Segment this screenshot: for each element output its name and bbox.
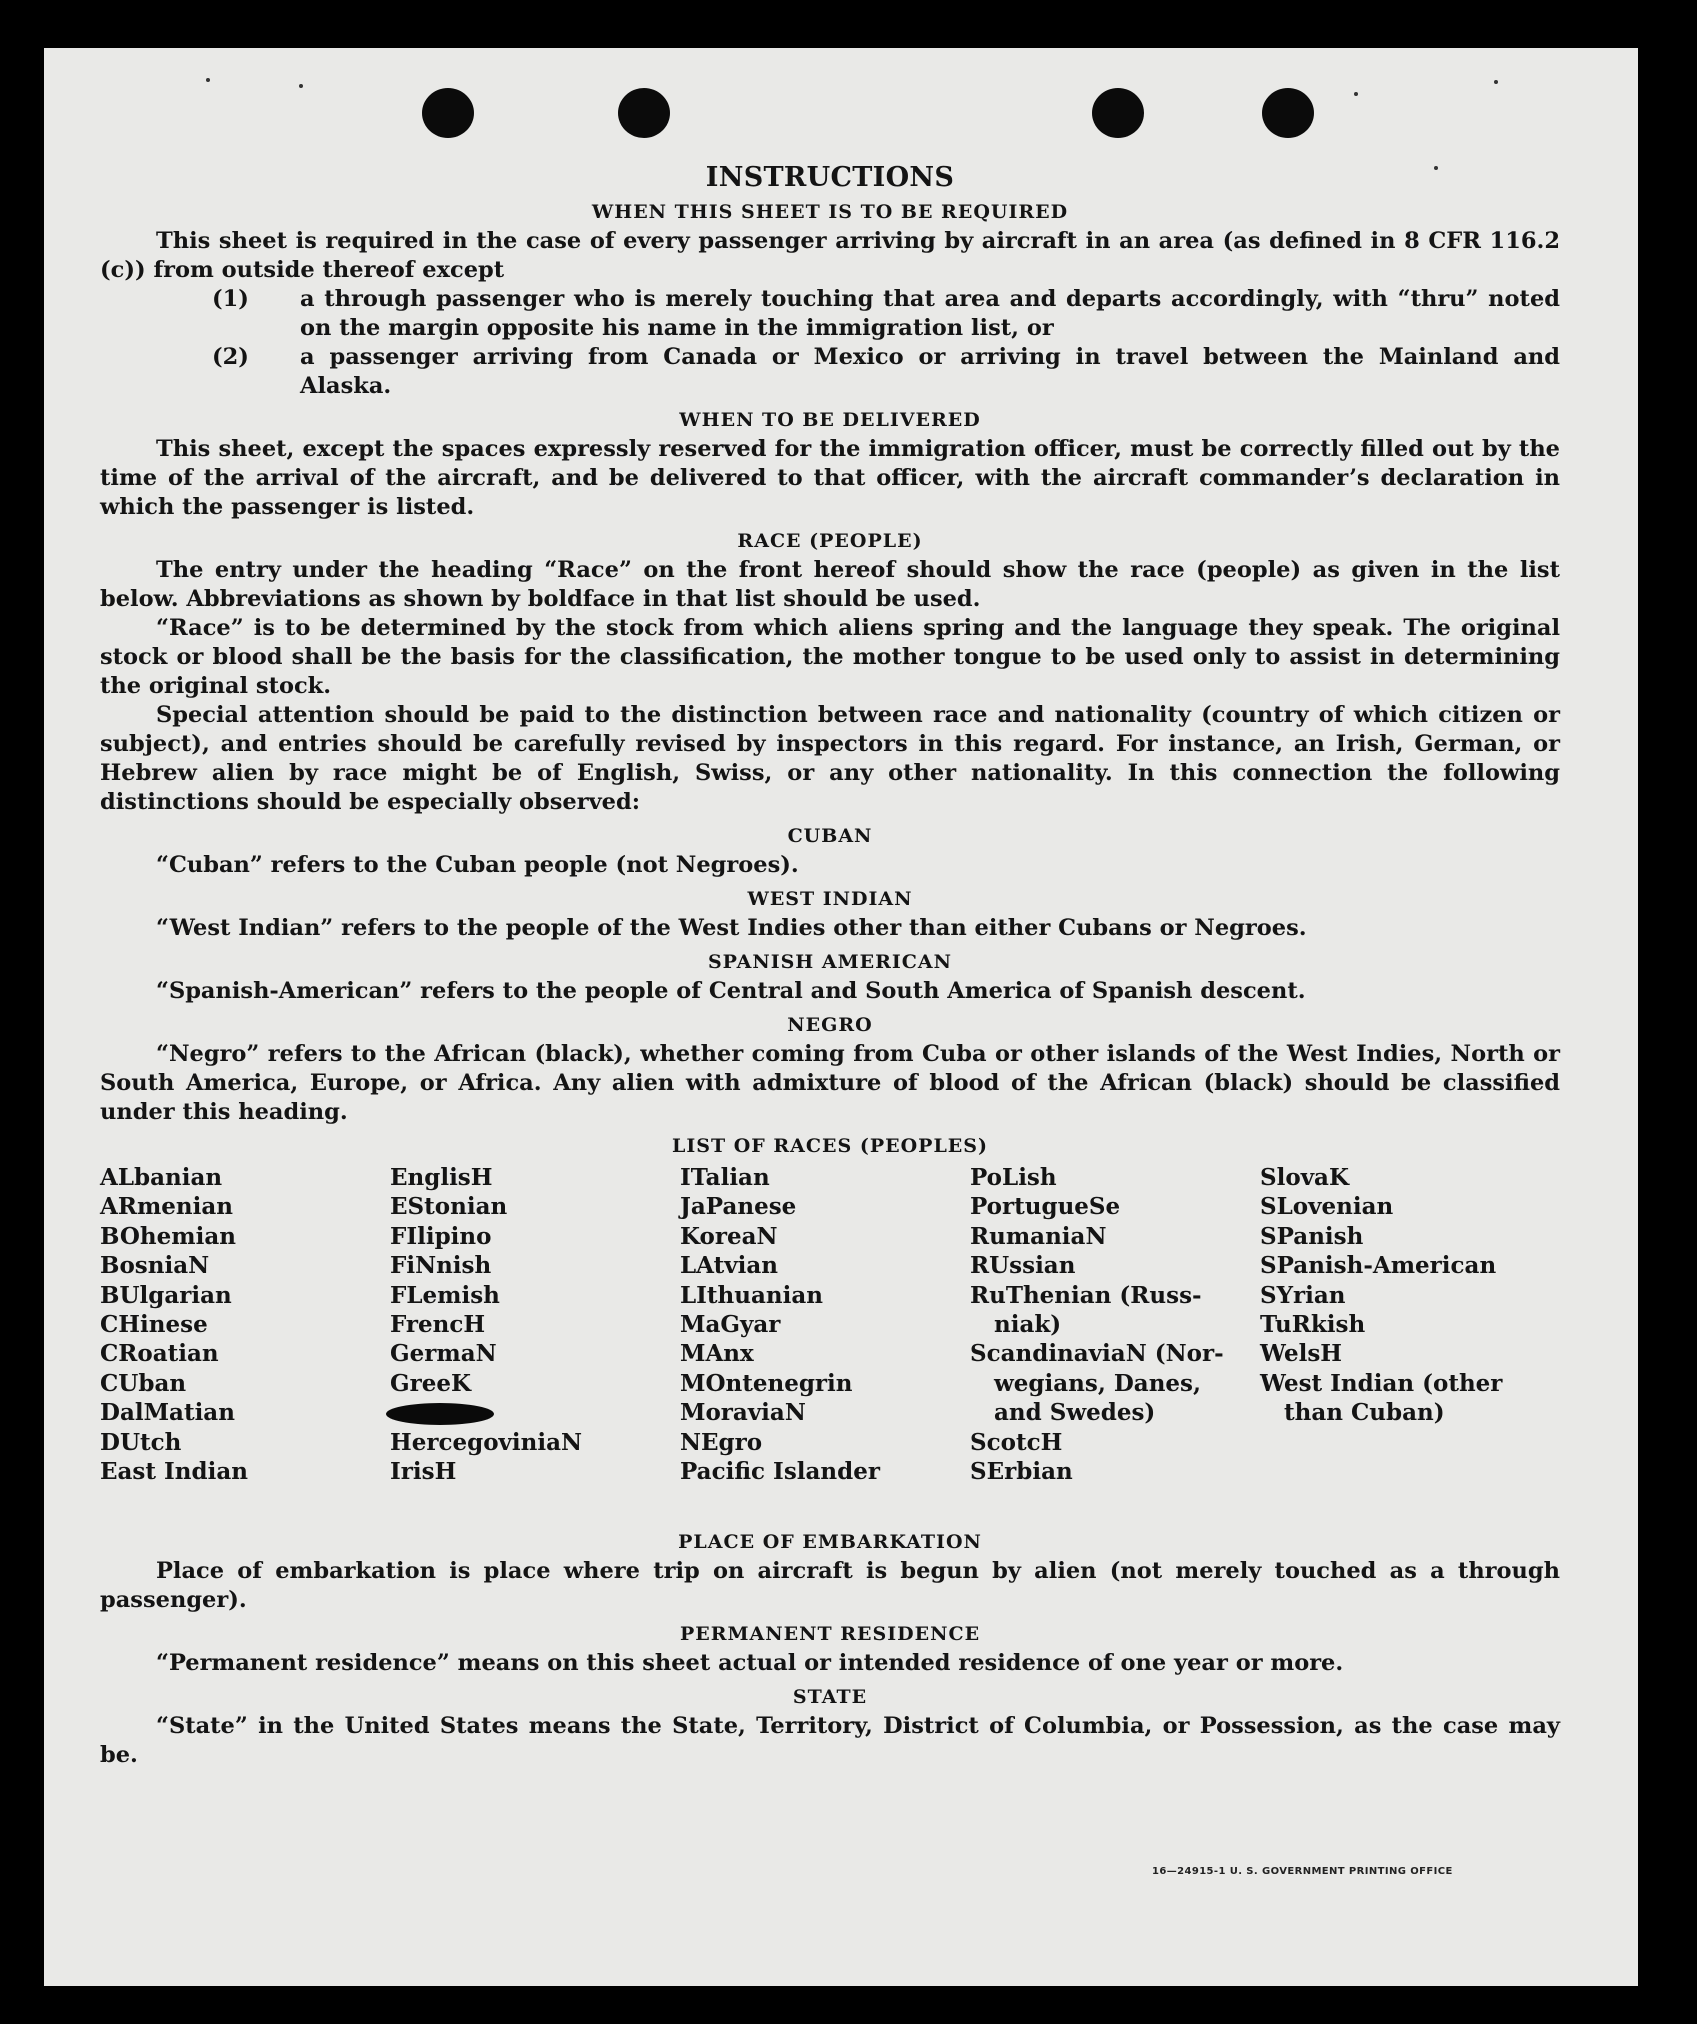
item-number: (2): [212, 344, 249, 370]
race-entry: ScotcH: [970, 1428, 1063, 1456]
race-entry: WelsH: [1260, 1340, 1343, 1368]
race-entry-continued: niak): [994, 1311, 1062, 1339]
embarkation-text: Place of embarkation is place where trip on aircraft is begun by alien (not merely touched as a through passenger).: [100, 1558, 1560, 1613]
race-list: [100, 1163, 1560, 1523]
race-entry: CUban: [100, 1369, 187, 1397]
race-entry-continued: and Swedes): [994, 1399, 1156, 1427]
race-entry: MoraviaN: [680, 1399, 806, 1427]
race-entry-continued: than Cuban): [1284, 1399, 1445, 1427]
race-entry: MAnx: [680, 1340, 754, 1368]
race-entry: CRoatian: [100, 1340, 219, 1368]
race-entry: ALbanian: [100, 1164, 223, 1191]
heading-required: WHEN THIS SHEET IS TO BE REQUIRED: [591, 201, 1069, 223]
state-text: “State” in the United States means the State, Territory, District of Columbia, or Possession, as the case may be.: [100, 1713, 1560, 1768]
heading-cuban: CUBAN: [787, 825, 873, 847]
race-entry: EnglisH: [390, 1164, 493, 1191]
race-entry: MOntenegrin: [680, 1369, 853, 1397]
race-entry: SErbian: [970, 1458, 1073, 1486]
race-column-4: [970, 1163, 1224, 1486]
race-entry: RUssian: [970, 1252, 1076, 1280]
race-entry: FiNnish: [390, 1252, 492, 1280]
heading-state: STATE: [792, 1686, 868, 1708]
heading-delivered: WHEN TO BE DELIVERED: [679, 409, 981, 431]
race-entry: DUtch: [100, 1428, 182, 1456]
race-entry: SlovaK: [1260, 1164, 1349, 1191]
redaction-mark: [386, 1403, 494, 1425]
item-text: a through passenger who is merely touching that area and departs accordingly, with “thru” noted on the margin opposite his name in the immigration list, or: [300, 286, 1560, 341]
punch-hole: [422, 88, 474, 138]
race-entry: SPanish: [1260, 1222, 1364, 1250]
race-entry: IrisH: [390, 1458, 457, 1486]
required-item: [100, 285, 1560, 343]
punch-hole: [618, 88, 670, 138]
item-number: (1): [212, 286, 249, 312]
race-column-1: [100, 1163, 248, 1486]
redacted-entry: [390, 1398, 582, 1427]
negro-text: “Negro” refers to the African (black), whether coming from Cuba or other islands of the West Indies, North or South America, Europe, or Africa. Any alien with admixture of blood of the African (black) should be classified under this heading.: [100, 1041, 1560, 1125]
race-entry: TuRkish: [1260, 1311, 1366, 1339]
race-entry: Pacific Islander: [680, 1458, 880, 1486]
race-entry: ARmenian: [100, 1193, 234, 1221]
heading-race: RACE (PEOPLE): [737, 530, 923, 552]
heading-list-of-races: LIST OF RACES (PEOPLES): [672, 1135, 988, 1157]
race-entry: FIlipino: [390, 1222, 492, 1250]
race-entry: SPanish-American: [1260, 1252, 1497, 1280]
heading-west-indian: WEST INDIAN: [747, 888, 913, 910]
race-column-3: [680, 1163, 880, 1486]
instructions-content: [100, 162, 1560, 1770]
race-entry: SYrian: [1260, 1281, 1346, 1309]
race-entry: LAtvian: [680, 1252, 778, 1280]
race-column-5: [1260, 1163, 1502, 1428]
punch-hole: [1262, 88, 1314, 138]
page-title: INSTRUCTIONS: [705, 162, 955, 193]
race-entry: RumaniaN: [970, 1222, 1107, 1250]
race-entry: RuThenian (Russ-: [970, 1281, 1202, 1309]
race-entry: FLemish: [390, 1281, 500, 1309]
race-paragraph-3: Special attention should be paid to the distinction between race and nationality (country of which citizen or subject), and entries should be carefully revised by inspectors in this regard. For instance, an Irish, German, or Hebrew alien by race might be of English, Swiss, or any other nationality. In this connection the following distinctions should be especially observed:: [100, 702, 1560, 815]
race-entry: PortugueSe: [970, 1193, 1121, 1221]
race-entry: JaPanese: [680, 1193, 797, 1221]
heading-embarkation: PLACE OF EMBARKATION: [678, 1531, 982, 1553]
race-paragraph-2: “Race” is to be determined by the stock from which aliens spring and the language they speak. The original stock or blood shall be the basis for the classification, the mother tongue to be used only to assist in determining the original stock.: [100, 615, 1560, 699]
heading-spanish-american: SPANISH AMERICAN: [707, 951, 953, 973]
heading-permanent-residence: PERMANENT RESIDENCE: [679, 1623, 981, 1645]
spanish-american-text: “Spanish-American” refers to the people of Central and South America of Spanish descent.: [156, 978, 1306, 1004]
race-entry: BosniaN: [100, 1252, 210, 1280]
delivered-text: This sheet, except the spaces expressly reserved for the immigration officer, must be correctly filled out by the time of the arrival of the aircraft, and be delivered to that officer, with the aircraft commander’s declaration in which the passenger is listed.: [100, 436, 1560, 520]
heading-negro: NEGRO: [787, 1014, 873, 1036]
west-indian-text: “West Indian” refers to the people of the West Indies other than either Cubans or Negroes.: [156, 915, 1307, 941]
race-entry: NEgro: [680, 1428, 763, 1456]
speck: [206, 78, 210, 82]
race-entry: West Indian (other: [1260, 1369, 1503, 1397]
race-entry: MaGyar: [680, 1311, 781, 1339]
required-intro: This sheet is required in the case of every passenger arriving by aircraft in an area (as defined in 8 CFR 116.2 (c)) from outside thereof except: [100, 228, 1560, 283]
race-entry: ScandinaviaN (Nor-: [970, 1340, 1224, 1368]
race-column-2: [390, 1163, 582, 1486]
race-entry: PoLish: [970, 1164, 1057, 1191]
item-text: a passenger arriving from Canada or Mexico or arriving in travel between the Mainland and Alaska.: [300, 344, 1560, 399]
punch-hole: [1092, 88, 1144, 138]
race-entry: FrencH: [390, 1311, 486, 1339]
speck: [1354, 92, 1358, 96]
printer-imprint: 16—24915-1 U. S. GOVERNMENT PRINTING OFFICE: [1152, 1866, 1453, 1877]
race-entry-continued: wegians, Danes,: [994, 1369, 1201, 1397]
race-entry: CHinese: [100, 1311, 208, 1339]
speck: [299, 84, 303, 88]
race-entry: East Indian: [100, 1458, 248, 1486]
speck: [1494, 80, 1498, 84]
race-entry: EStonian: [390, 1193, 508, 1221]
required-item: [100, 343, 1560, 401]
residence-text: “Permanent residence” means on this sheet actual or intended residence of one year or more.: [156, 1650, 1344, 1676]
race-entry: HercegoviniaN: [390, 1428, 583, 1456]
race-entry: KoreaN: [680, 1222, 778, 1250]
race-entry: GreeK: [390, 1369, 472, 1397]
race-entry: BOhemian: [100, 1222, 236, 1250]
race-entry: SLovenian: [1260, 1193, 1394, 1221]
race-entry: DalMatian: [100, 1399, 235, 1427]
race-entry: BUlgarian: [100, 1281, 232, 1309]
race-entry: ITalian: [680, 1164, 770, 1191]
race-entry: LIthuanian: [680, 1281, 823, 1309]
race-entry: GermaN: [390, 1340, 497, 1368]
document-sheet: [44, 48, 1638, 1986]
race-paragraph-1: The entry under the heading “Race” on the front hereof should show the race (people) as given in the list below. Abbreviations as shown by boldface in that list should be used.: [100, 557, 1560, 612]
cuban-text: “Cuban” refers to the Cuban people (not Negroes).: [156, 852, 799, 878]
